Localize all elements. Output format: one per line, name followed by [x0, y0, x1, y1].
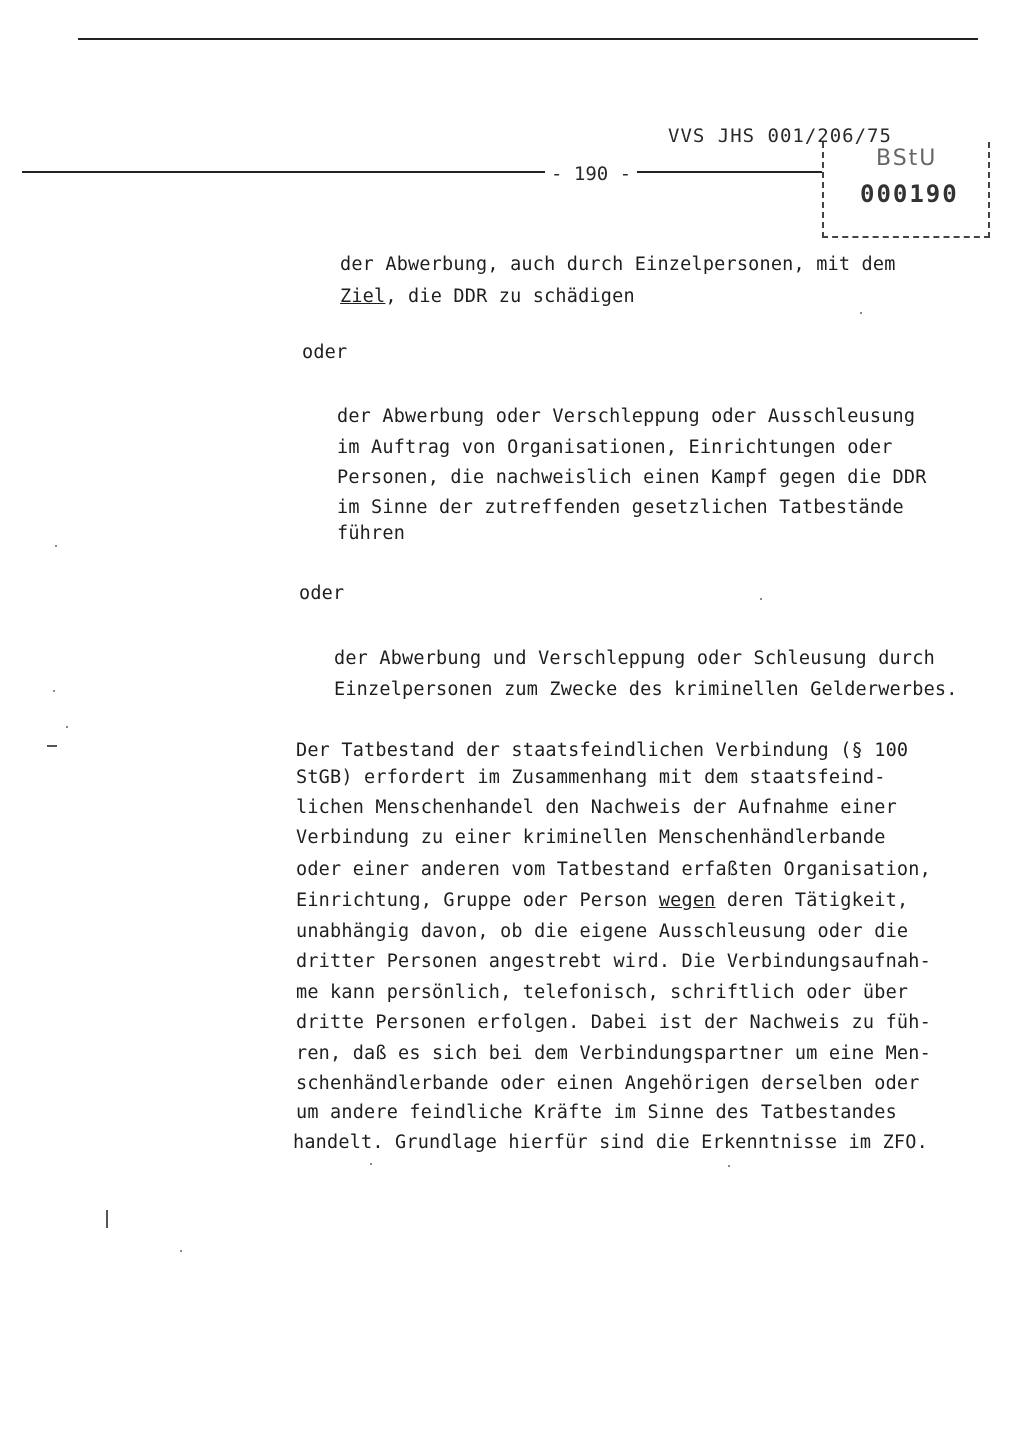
- text-line: [296, 890, 908, 911]
- top-rule: [78, 38, 978, 40]
- text-line: me kann persönlich, telefonisch, schriftlich oder über: [296, 982, 909, 1003]
- text-fragment: Einrichtung, Gruppe oder Person: [296, 890, 659, 911]
- text-line: unabhängig davon, ob die eigene Ausschleusung oder die: [296, 921, 909, 942]
- conjunction-oder: oder: [299, 583, 345, 604]
- text-line: Der Tatbestand der staatsfeindlichen Verbindung (§ 100: [296, 740, 909, 761]
- page-number: - 190 -: [545, 163, 637, 185]
- text-line: Einzelpersonen zum Zwecke des kriminellen Gelderwerbes.: [334, 679, 958, 700]
- text-line: der Abwerbung, auch durch Einzelpersonen, mit dem: [340, 254, 896, 275]
- text-line: [340, 286, 635, 307]
- text-line: der Abwerbung oder Verschleppung oder Ausschleusung: [337, 406, 916, 427]
- underlined-word: Ziel: [340, 286, 386, 307]
- scan-speck: [728, 1165, 730, 1167]
- text-line: ren, daß es sich bei dem Verbindungspartner um eine Men-: [296, 1043, 931, 1064]
- stamp-org: BStU: [876, 146, 938, 171]
- margin-mark: [47, 745, 57, 747]
- scan-speck: [860, 312, 862, 314]
- text-line: StGB) erfordert im Zusammenhang mit dem staatsfeind-: [296, 767, 886, 788]
- document-reference: VVS JHS 001/206/75: [668, 125, 892, 147]
- margin-mark: [106, 1210, 108, 1228]
- text-line: handelt. Grundlage hierfür sind die Erkenntnisse im ZFO.: [293, 1132, 928, 1153]
- header-rule: [22, 171, 822, 173]
- text-line: Verbindung zu einer kriminellen Menschenhändlerbande: [296, 827, 886, 848]
- text-line: Personen, die nachweislich einen Kampf gegen die DDR: [337, 467, 927, 488]
- text-line: schenhändlerbande oder einen Angehörigen derselben oder: [296, 1073, 920, 1094]
- text-line: dritter Personen angestrebt wird. Die Verbindungsaufnah-: [296, 951, 931, 972]
- stamp-number: 000190: [860, 180, 959, 208]
- scan-speck: [55, 545, 57, 547]
- text-line: führen: [337, 523, 406, 544]
- text-line: im Auftrag von Organisationen, Einrichtungen oder: [337, 437, 893, 458]
- underlined-word: wegen: [658, 890, 716, 911]
- text-fragment: , die DDR zu schädigen: [385, 286, 635, 307]
- scan-speck: [66, 726, 68, 728]
- scan-speck: [180, 1250, 182, 1252]
- text-line: dritte Personen erfolgen. Dabei ist der Nachweis zu füh-: [296, 1012, 931, 1033]
- text-line: der Abwerbung und Verschleppung oder Schleusung durch: [334, 648, 935, 669]
- scan-speck: [760, 598, 762, 600]
- scan-speck: [53, 690, 55, 692]
- text-line: im Sinne der zutreffenden gesetzlichen Tatbestände: [337, 497, 904, 518]
- text-line: um andere feindliche Kräfte im Sinne des Tatbestandes: [296, 1102, 897, 1123]
- conjunction-oder: oder: [302, 342, 348, 363]
- text-fragment: deren Tätigkeit,: [715, 890, 909, 911]
- archive-stamp: [822, 142, 990, 238]
- scan-speck: [370, 1163, 372, 1165]
- text-line: oder einer anderen vom Tatbestand erfaßten Organisation,: [296, 859, 931, 880]
- text-line: lichen Menschenhandel den Nachweis der Aufnahme einer: [296, 797, 897, 818]
